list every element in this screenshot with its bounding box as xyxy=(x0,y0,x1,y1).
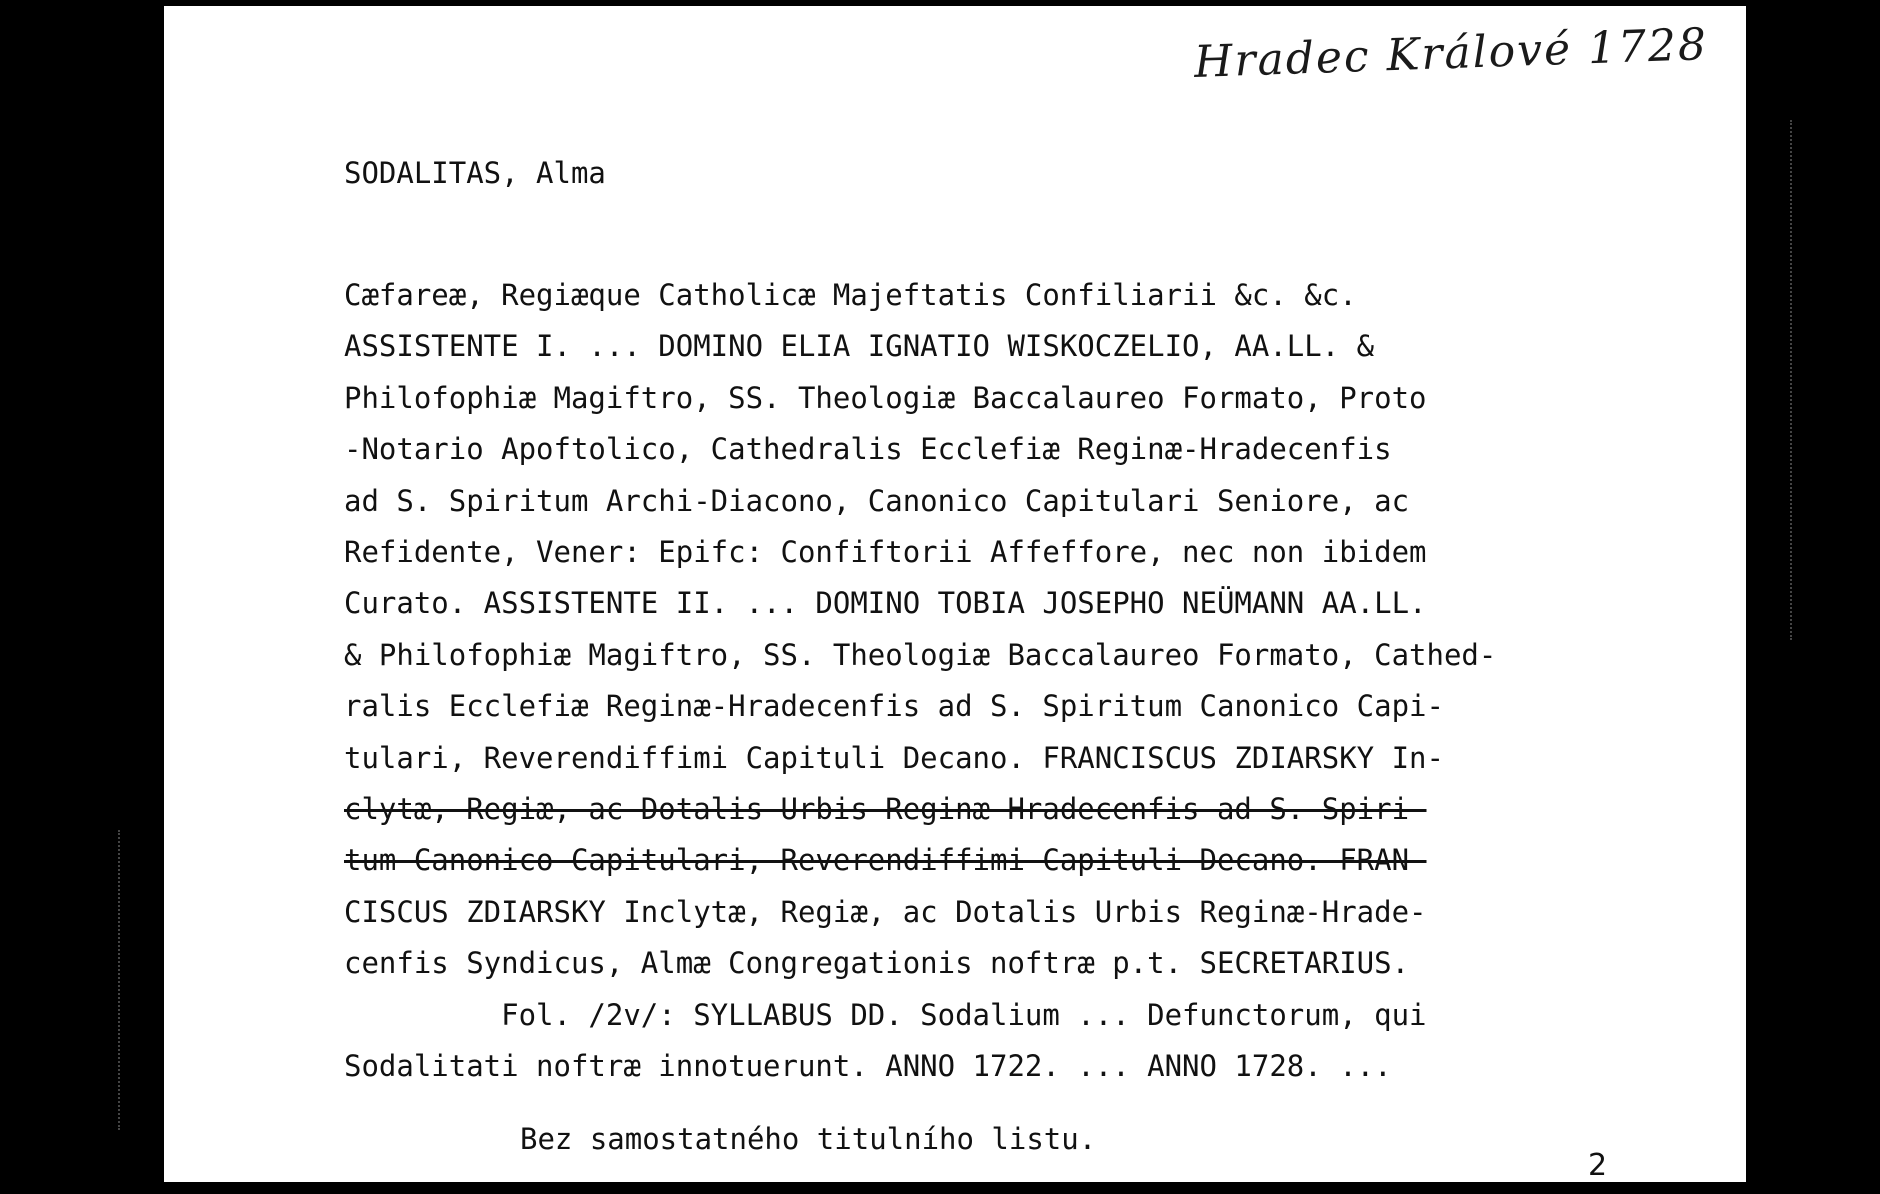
text-line: clytæ, Regiæ, ac Dotalis Urbis Reginæ-Hradecenfis ad S. Spiri- xyxy=(344,792,1427,827)
text-line: Refidente, Vener: Epifc: Confiftorii Affeffore, nec non ibidem xyxy=(344,535,1427,570)
text-line: cenfis Syndicus, Almæ Congregationis noftræ p.t. SECRETARIUS. xyxy=(344,946,1410,981)
text-line: ad S. Spiritum Archi-Diacono, Canonico Capitulari Seniore, ac xyxy=(344,483,1410,518)
text-line: Philofophiæ Magiftro, SS. Theologiæ Baccalaureo Formato, Proto xyxy=(344,380,1427,415)
card-heading: SODALITAS, Alma xyxy=(344,156,606,190)
text-line: CISCUS ZDIARSKY Inclytæ, Regiæ, ac Dotalis Urbis Reginæ-Hrade- xyxy=(344,894,1427,929)
card-body xyxy=(344,270,1496,1093)
text-line: Cæfareæ, Regiæque Catholicæ Majeftatis Confiliarii &c. &c. xyxy=(344,278,1357,312)
text-line: Curato. ASSISTENTE II. ... DOMINO TOBIA JOSEPHO NEÜMANN AA.LL. xyxy=(344,586,1427,621)
footer-note: Bez samostatného titulního listu. xyxy=(520,1122,1097,1156)
scan-noise xyxy=(118,830,122,1130)
text-line: ralis Ecclefiæ Reginæ-Hradecenfis ad S. Spiritum Canonico Capi- xyxy=(344,689,1444,724)
text-line: -Notario Apoftolico, Cathedralis Ecclefiæ Reginæ-Hradecenfis xyxy=(344,432,1392,467)
page-number: 2 xyxy=(1588,1148,1608,1183)
handwritten-note: Hradec Králové 1728 xyxy=(1193,19,1709,88)
text-line: ASSISTENTE I. ... DOMINO ELIA IGNATIO WISKOCZELIO, AA.LL. & xyxy=(344,329,1375,364)
scan-noise xyxy=(1790,120,1794,640)
text-line: & Philofophiæ Magiftro, SS. Theologiæ Baccalaureo Formato, Cathed- xyxy=(344,637,1497,672)
catalog-card xyxy=(164,6,1746,1182)
text-line: tulari, Reverendiffimi Capituli Decano. FRANCISCUS ZDIARSKY In- xyxy=(344,740,1444,775)
text-line: Sodalitati noftræ innotuerunt. ANNO 1722. ... ANNO 1728. ... xyxy=(344,1049,1392,1084)
text-line: Fol. /2v/: SYLLABUS DD. Sodalium ... Defunctorum, qui xyxy=(344,997,1427,1032)
text-line: tum Canonico Capitulari, Reverendiffimi Capituli Decano. FRAN- xyxy=(344,843,1427,878)
